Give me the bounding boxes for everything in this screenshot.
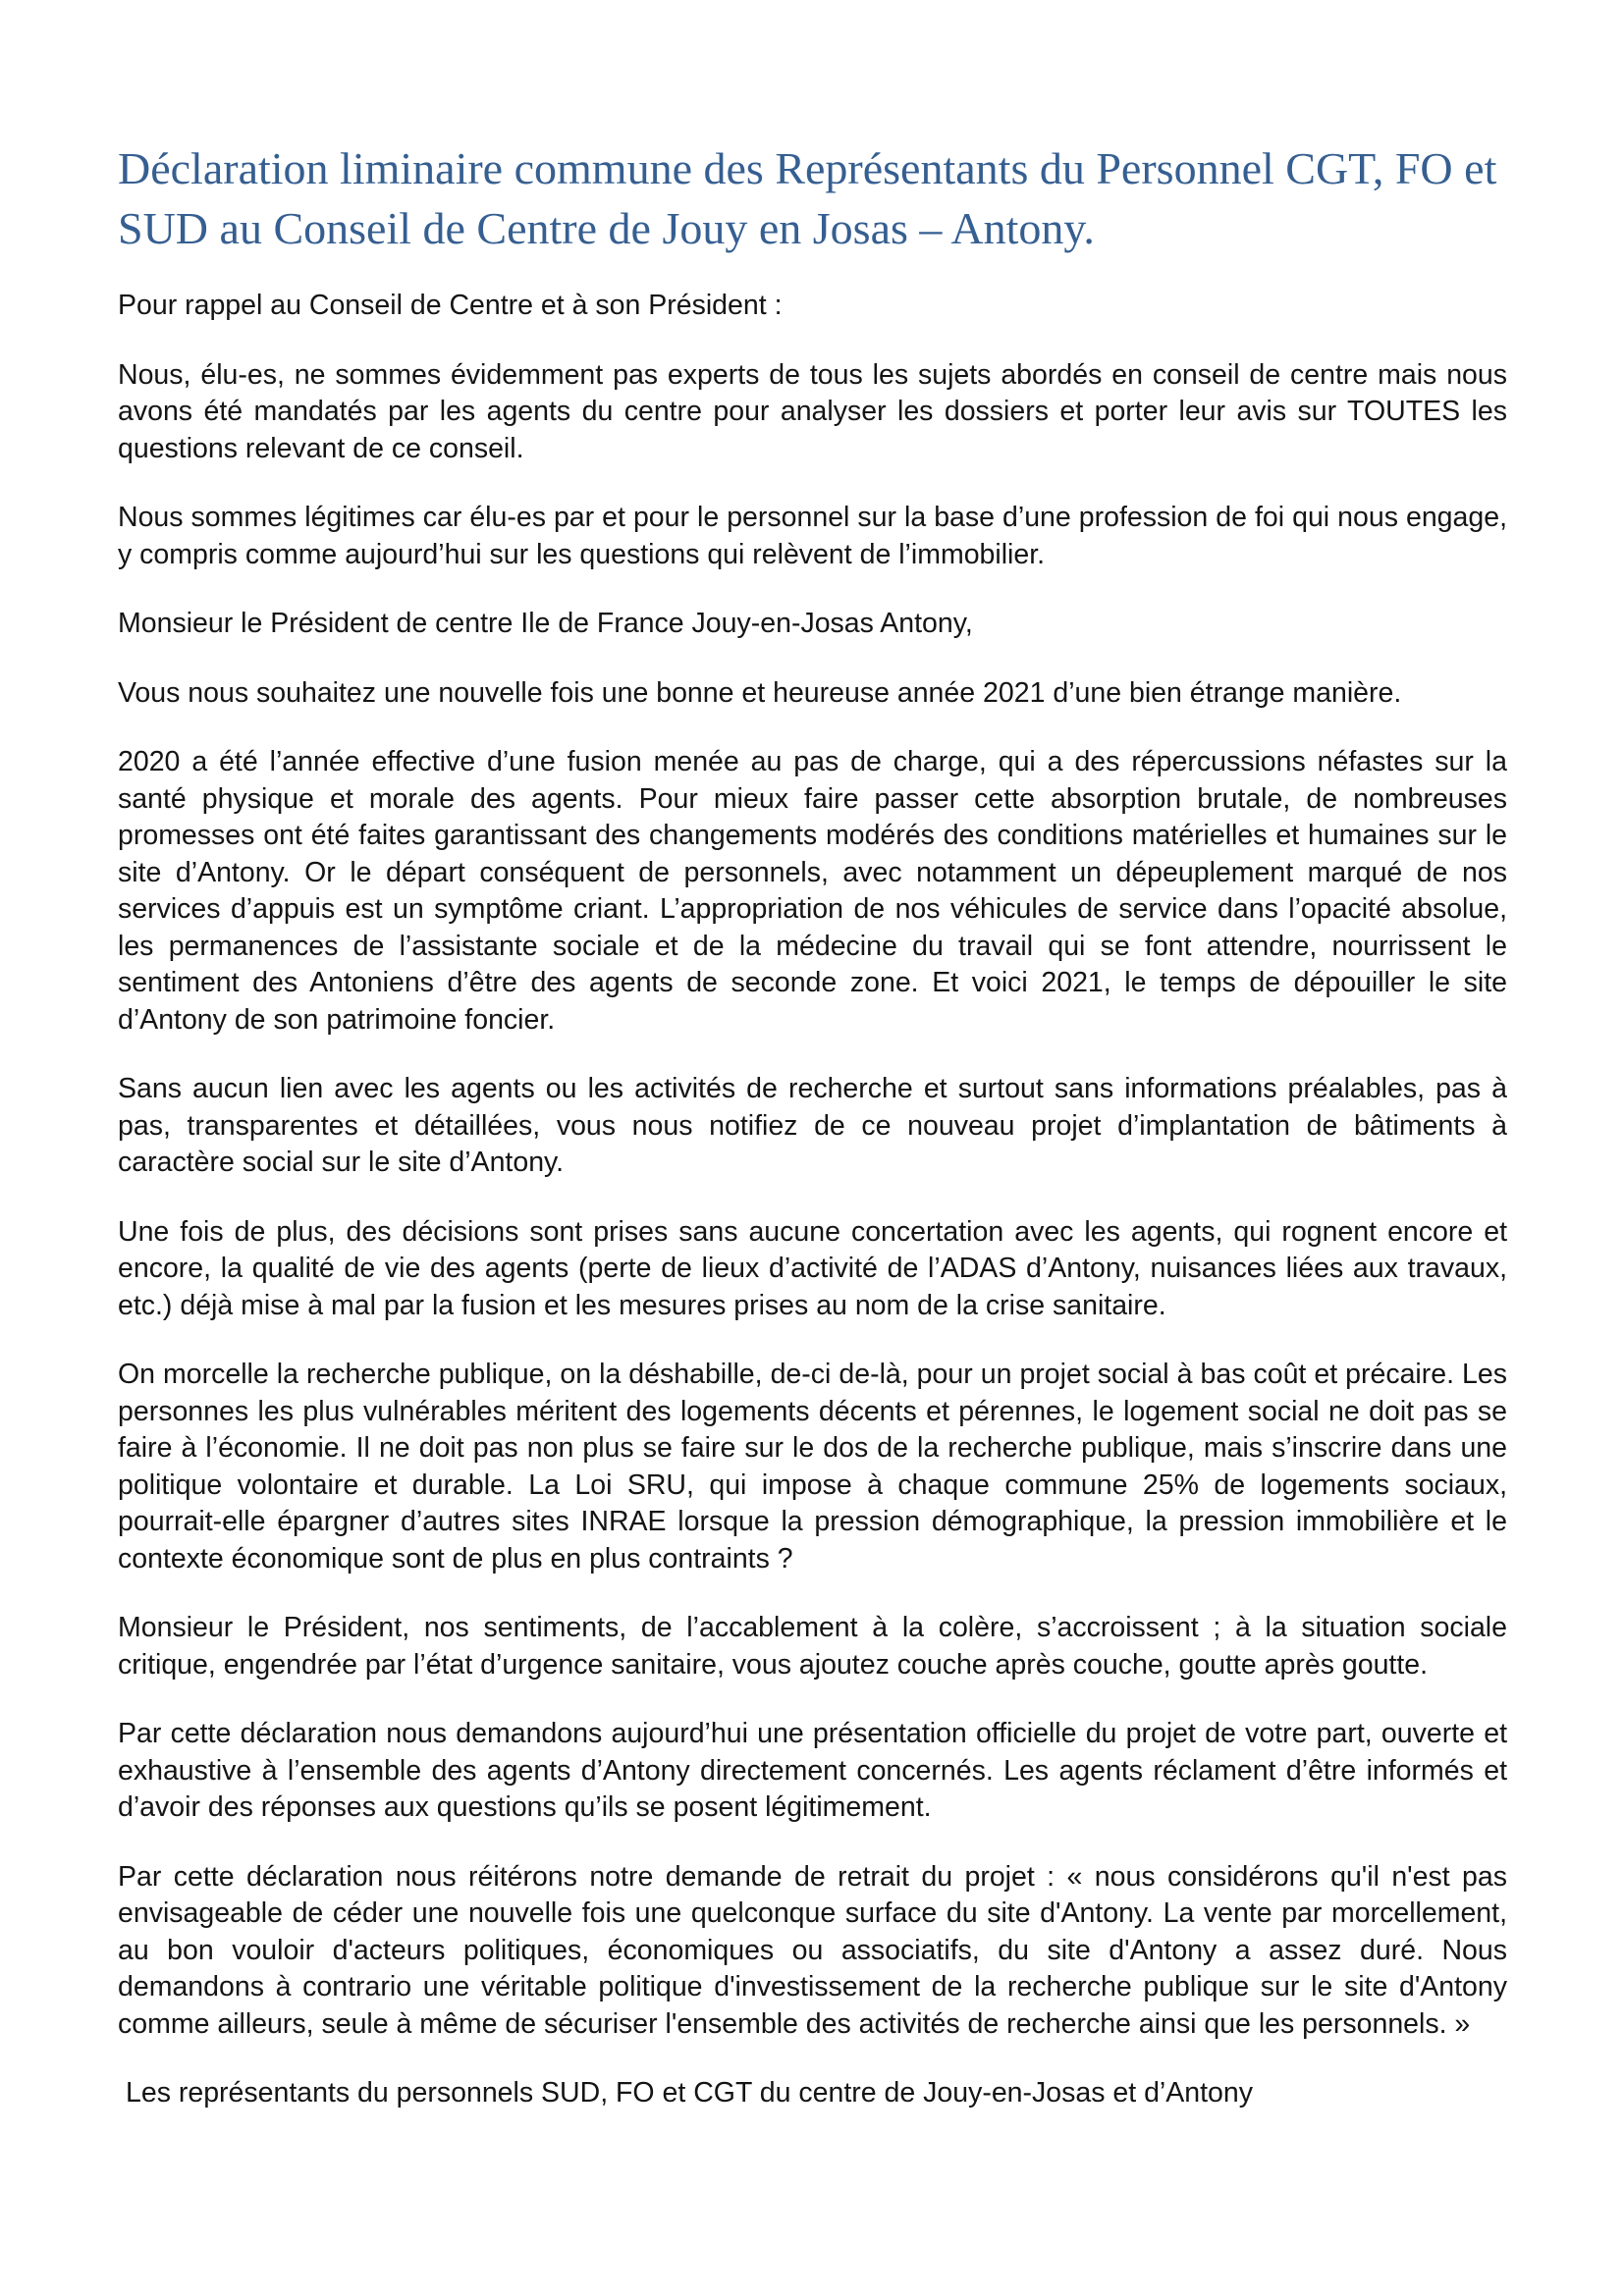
paragraph-public-research: On morcelle la recherche publique, on la déshabille, de-ci de-là, pour un projet social à bas coût et précaire. Les personnes les plus vulnérables méritent des logements décents et pérennes, le logement social ne doit pas se faire à l’économie. Il ne doit pas non plus se faire sur le dos de la recherche publique, mais s’inscrire dans une politique volontaire et durable. La Loi SRU, qui impose à chaque commune 25% de logements sociaux, pourrait-elle épargner d’autres sites INRAE lorsque la pression démographique, la pression immobilière et le contexte économique sont de plus en plus contraints ? (118, 1359, 1507, 1575)
paragraph-no-concertation: Une fois de plus, des décisions sont prises sans aucune concertation avec les agents, qui rognent encore et encore, la qualité de vie des agents (perte de lieux d’activité de l’ADAS d’Antony, nuisances liées aux travaux, etc.) déjà mise à mal par la fusion et les mesures prises au nom de la crise sanitaire. (118, 1215, 1507, 1321)
paragraph-mandate: Nous, élu-es, ne sommes évidemment pas experts de tous les sujets abordés en conseil de centre mais nous avons été mandatés par les agents du centre pour analyser les dossiers et porter leur avis sur TOUTES les questions relevant de ce conseil. (118, 358, 1507, 464)
paragraph-no-information: Sans aucun lien avec les agents ou les activités de recherche et surtout sans informations préalables, pas à pas, transparentes et détaillées, vous nous notifiez de ce nouveau projet d’implantation de bâtiments à caractère social sur le site d’Antony. (118, 1073, 1507, 1179)
document-title: Déclaration liminaire commune des Représentants du Personnel CGT, FO et SUD au Conseil de Centre de Jouy en Josas – Antony. (118, 143, 1497, 253)
paragraph-signature: Les représentants du personnels SUD, FO et CGT du centre de Jouy-en-Josas et d’Antony (126, 2077, 1253, 2109)
paragraph-sentiments: Monsieur le Président, nos sentiments, de l’accablement à la colère, s’accroissent ; à la situation sociale critique, engendrée par l’état d’urgence sanitaire, vous ajoutez couche après couche, goutte après goutte. (118, 1612, 1507, 1681)
paragraph-demand-withdrawal: Par cette déclaration nous réitérons notre demande de retrait du projet : « nous considérons qu'il n'est pas envisageable de céder une nouvelle fois une quelconque surface du site d'Antony. La vente par morcellement, au bon vouloir d'acteurs politiques, économiques ou associatifs, du site d'Antony a assez duré. Nous demandons à contrario une véritable politique d'investissement de la recherche publique sur le site d'Antony comme ailleurs, seule à même de sécuriser l'ensemble des activités de recherche ainsi que les personnels. » (118, 1860, 1507, 2040)
paragraph-salutation-recall: Pour rappel au Conseil de Centre et à son Président : (118, 290, 783, 322)
paragraph-demand-presentation: Par cette déclaration nous demandons aujourd’hui une présentation officielle du projet de votre part, ouverte et exhaustive à l’ensemble des agents d’Antony directement concernés. Les agents réclament d’être informés et d’avoir des réponses aux questions qu’ils se posent légitimement. (118, 1718, 1507, 1824)
paragraph-fusion-2020: 2020 a été l’année effective d’une fusion menée au pas de charge, qui a des répercussions néfastes sur la santé physique et morale des agents. Pour mieux faire passer cette absorption brutale, de nombreuses promesses ont été faites garantissant des changements modérés des conditions matérielles et humaines sur le site d’Antony. Or le départ conséquent de personnels, avec notamment un dépeuplement marqué de nos services d’appuis est un symptôme criant. L’appropriation de nos véhicules de service dans l’opacité absolue, les permanences de l’assistante sociale et de la médecine du travail qui se font attendre, nourrissent le sentiment des Antoniens d’être des agents de seconde zone. Et voici 2021, le temps de dépouiller le site d’Antony de son patrimoine foncier. (118, 746, 1507, 1036)
paragraph-legitimacy: Nous sommes légitimes car élu-es par et pour le personnel sur la base d’une profession de foi qui nous engage, y compris comme aujourd’hui sur les questions qui relèvent de l’immobilier. (118, 502, 1507, 570)
paragraph-address-president: Monsieur le Président de centre Ile de France Jouy-en-Josas Antony, (118, 608, 973, 640)
paragraph-new-year: Vous nous souhaitez une nouvelle fois une bonne et heureuse année 2021 d’une bien étrange manière. (118, 676, 1402, 709)
